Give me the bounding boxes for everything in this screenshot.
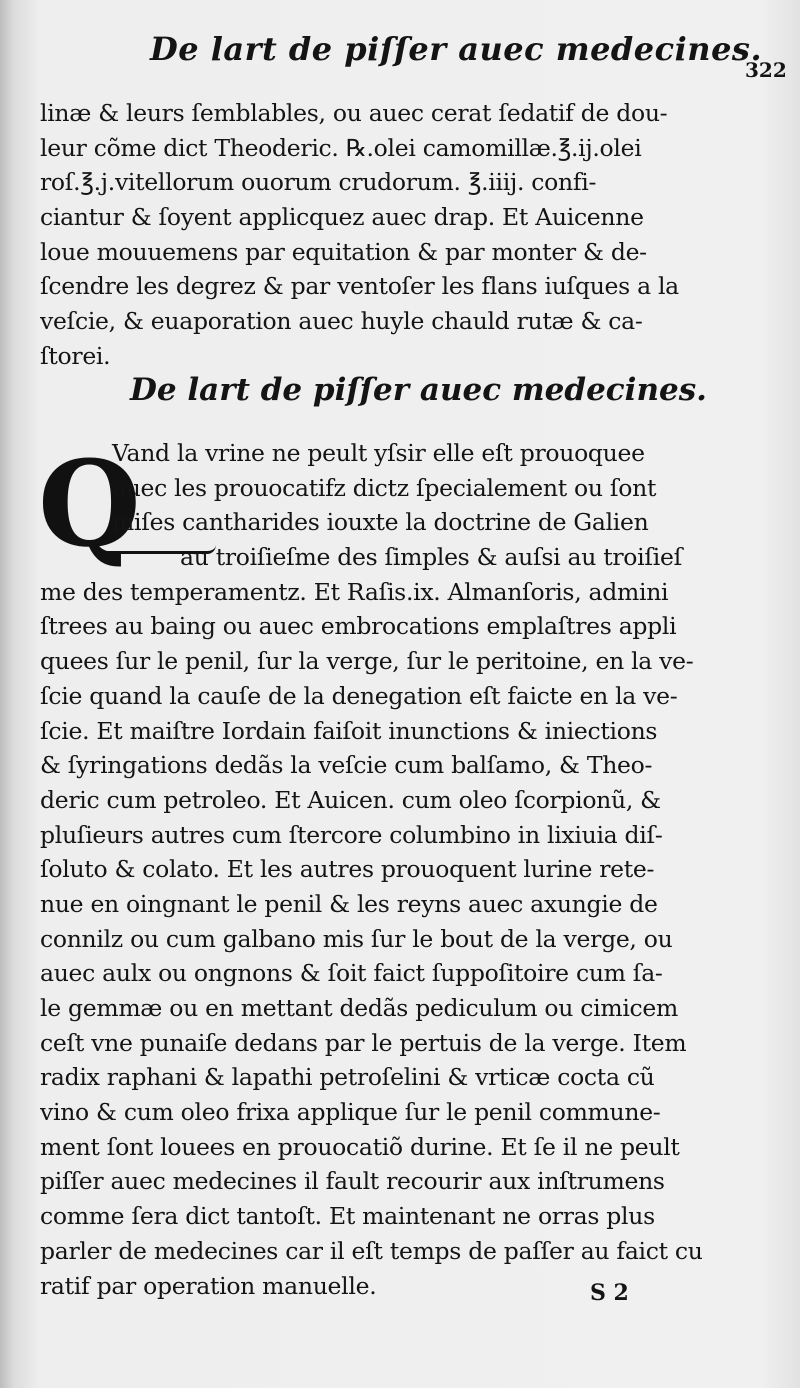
text-line: comme ſera dict tantoſt. Et maintenant ne orras plus <box>40 1202 655 1231</box>
text-line: ſcie. Et maiſtre Iordain faiſoit inunctions & iniections <box>40 716 658 745</box>
text-line: radix raphani & lapathi petroſelini & vrticæ cocta cũ <box>40 1063 655 1092</box>
text-line: auec les prouocatifz dictz ſpecialement ou ſont <box>112 473 657 502</box>
paragraph-continued <box>40 96 770 374</box>
text-line: veſcie, & euaporation auec huyle chauld rutæ & ca- <box>40 307 643 336</box>
text-line: deric cum petroleo. Et Auicen. cum oleo ſcorpionũ, & <box>40 785 661 814</box>
paragraph-main <box>40 436 770 1303</box>
page-number: 322 <box>745 58 787 82</box>
text-line: ment ſont louees en prouocatiõ durine. Et ſe il ne peult <box>40 1132 680 1161</box>
text-line: ſcendre les degrez & par ventoſer les flans iuſques a la <box>40 272 679 301</box>
text-line: piſſer auec medecines il fault recourir aux inſtrumens <box>40 1167 665 1196</box>
section-heading: De lart de piſſer auec medecines. <box>130 372 707 408</box>
signature-mark: S 2 <box>590 1280 629 1306</box>
text-line: Vand la vrine ne peult yſsir elle eſt prouoquee <box>112 439 645 467</box>
text-line: ſcie quand la cauſe de la denegation eſt faicte en la ve- <box>40 681 678 710</box>
text-line: pluſieurs autres cum ſtercore columbino in lixiuia diſ- <box>40 820 663 849</box>
text-line: loue mouuemens par equitation & par monter & de- <box>40 237 647 266</box>
text-line: nue en oingnant le penil & les reyns auec axungie de <box>40 889 658 918</box>
text-line: linæ & leurs ſemblables, ou auec cerat ſedatif de dou- <box>40 99 668 127</box>
text-line: ſtorei. <box>40 341 111 370</box>
running-head: De lart de piſſer auec medecines. <box>150 30 763 68</box>
text-line: roſ.℥.j.vitellorum ouorum crudorum. ℥.iiij. confi- <box>40 168 597 197</box>
text-line: ceſt vne punaiſe dedans par le pertuis de la verge. Item <box>40 1028 687 1057</box>
drop-cap: Q <box>38 434 141 573</box>
text-line: le gemmæ ou en mettant dedãs pediculum ou cimicem <box>40 994 678 1022</box>
text-line: me des temperamentz. Et Raſis.ix. Almanſoris, admini <box>40 577 669 606</box>
text-line: ciantur & ſoyent applicquez auec drap. Et Auicenne <box>40 203 644 232</box>
text-line: ſtrees au baing ou auec embrocations emplaſtres appli <box>40 612 677 641</box>
text-line: quees ſur le penil, ſur la verge, ſur le peritoine, en la ve- <box>40 647 694 676</box>
text-line: ſoluto & colato. Et les autres prouoquent lurine rete- <box>40 855 655 884</box>
text-line: au troiſieſme des ſimples & auſsi au troiſieſ <box>180 543 682 572</box>
text-line: auec aulx ou ongnons & ſoit faict ſuppoſitoire cum ſa- <box>40 959 663 988</box>
text-line: leur cõme dict Theoderic. ℞.olei camomillæ.℥.ij.olei <box>40 133 642 162</box>
text-line: vino & cum oleo frixa applique ſur le penil commune- <box>40 1098 661 1127</box>
text-line: miſes cantharides iouxte la doctrine de Galien <box>112 508 649 537</box>
text-line: ratif par operation manuelle. <box>40 1271 377 1300</box>
text-line: connilz ou cum galbano mis ſur le bout de la verge, ou <box>40 924 673 953</box>
text-line: & ſyringations dedãs la veſcie cum balſamo, & Theo- <box>40 751 653 780</box>
text-line: parler de medecines car il eſt temps de paſſer au faict cu <box>40 1236 703 1265</box>
